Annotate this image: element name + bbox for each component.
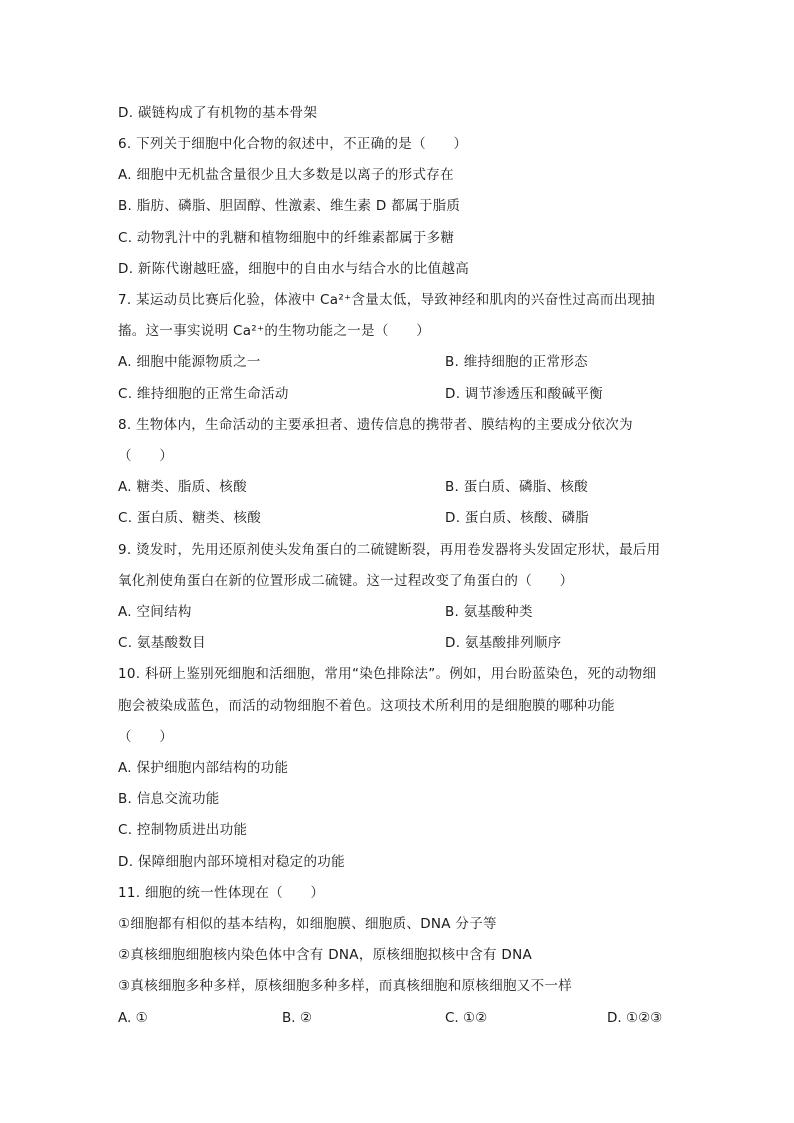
q8-stem-line1: 8. 生物体内，生命活动的主要承担者、遗传信息的携带者、膜结构的主要成分依次为 [118, 417, 633, 433]
q6-stem: 6. 下列关于细胞中化合物的叙述中，不正确的是（ ） [118, 136, 468, 152]
q7-option-c: C. 维持细胞的正常生命活动 [118, 386, 289, 402]
q7-option-a: A. 细胞中能源物质之一 [118, 354, 261, 370]
q8-option-b: B. 蛋白质、磷脂、核酸 [445, 479, 588, 495]
q11-statement-2: ②真核细胞细胞核内染色体中含有 DNA，原核细胞拟核中含有 DNA [118, 947, 533, 963]
q9-stem-line2: 氧化剂使角蛋白在新的位置形成二硫键。这一过程改变了角蛋白的（ ） [118, 573, 574, 589]
q11-option-a: A. ① [118, 1010, 148, 1026]
q9-option-b: B. 氨基酸种类 [445, 604, 533, 620]
q7-stem-line2: 搐。这一事实说明 Ca²⁺的生物功能之一是（ ） [118, 323, 431, 339]
q11-option-c: C. ①② [445, 1010, 488, 1026]
q9-stem-line1: 9. 烫发时，先用还原剂使头发角蛋白的二硫键断裂，再用卷发器将头发固定形状，最后用 [118, 542, 661, 558]
q11-option-b: B. ② [282, 1010, 312, 1026]
q10-option-b: B. 信息交流功能 [118, 791, 220, 807]
q6-option-b: B. 脂肪、磷脂、胆固醇、性激素、维生素 D 都属于脂质 [118, 198, 461, 214]
q10-stem-line1: 10. 科研上鉴别死细胞和活细胞，常用“染色排除法”。例如，用台盼蓝染色，死的动物细 [118, 666, 657, 682]
q5-option-d: D. 碳链构成了有机物的基本骨架 [118, 105, 318, 121]
q10-option-a: A. 保护细胞内部结构的功能 [118, 760, 289, 776]
q7-stem-line1: 7. 某运动员比赛后化验，体液中 Ca²⁺含量太低，导致神经和肌肉的兴奋性过高而出现抽 [118, 292, 656, 308]
q10-stem-line2: 胞会被染成蓝色，而活的动物细胞不着色。这项技术所利用的是细胞膜的哪种功能 [118, 698, 615, 714]
q8-option-c: C. 蛋白质、糖类、核酸 [118, 510, 262, 526]
q8-option-d: D. 蛋白质、核酸、磷脂 [445, 510, 590, 526]
q9-option-c: C. 氨基酸数目 [118, 635, 206, 651]
q11-stem: 11. 细胞的统一性体现在（ ） [118, 885, 325, 901]
q10-option-c: C. 控制物质进出功能 [118, 822, 248, 838]
q7-option-b: B. 维持细胞的正常形态 [445, 354, 588, 370]
q8-stem-line2: （ ） [118, 448, 174, 464]
q11-statement-3: ③真核细胞多种多样，原核细胞多种多样，而真核细胞和原核细胞又不一样 [118, 978, 573, 994]
q11-option-d: D. ①②③ [607, 1010, 663, 1026]
q9-option-d: D. 氨基酸排列顺序 [445, 635, 562, 651]
q9-option-a: A. 空间结构 [118, 604, 192, 620]
q11-statement-1: ①细胞都有相似的基本结构，如细胞膜、细胞质、DNA 分子等 [118, 916, 497, 932]
q6-option-d: D. 新陈代谢越旺盛，细胞中的自由水与结合水的比值越高 [118, 261, 470, 277]
q10-stem-line3: （ ） [118, 729, 174, 745]
q8-option-a: A. 糖类、脂质、核酸 [118, 479, 247, 495]
q7-option-d: D. 调节渗透压和酸碱平衡 [445, 386, 603, 402]
q10-option-d: D. 保障细胞内部环境相对稳定的功能 [118, 854, 345, 870]
q6-option-c: C. 动物乳汁中的乳糖和植物细胞中的纤维素都属于多糖 [118, 230, 455, 246]
q6-option-a: A. 细胞中无机盐含量很少且大多数是以离子的形式存在 [118, 167, 454, 183]
